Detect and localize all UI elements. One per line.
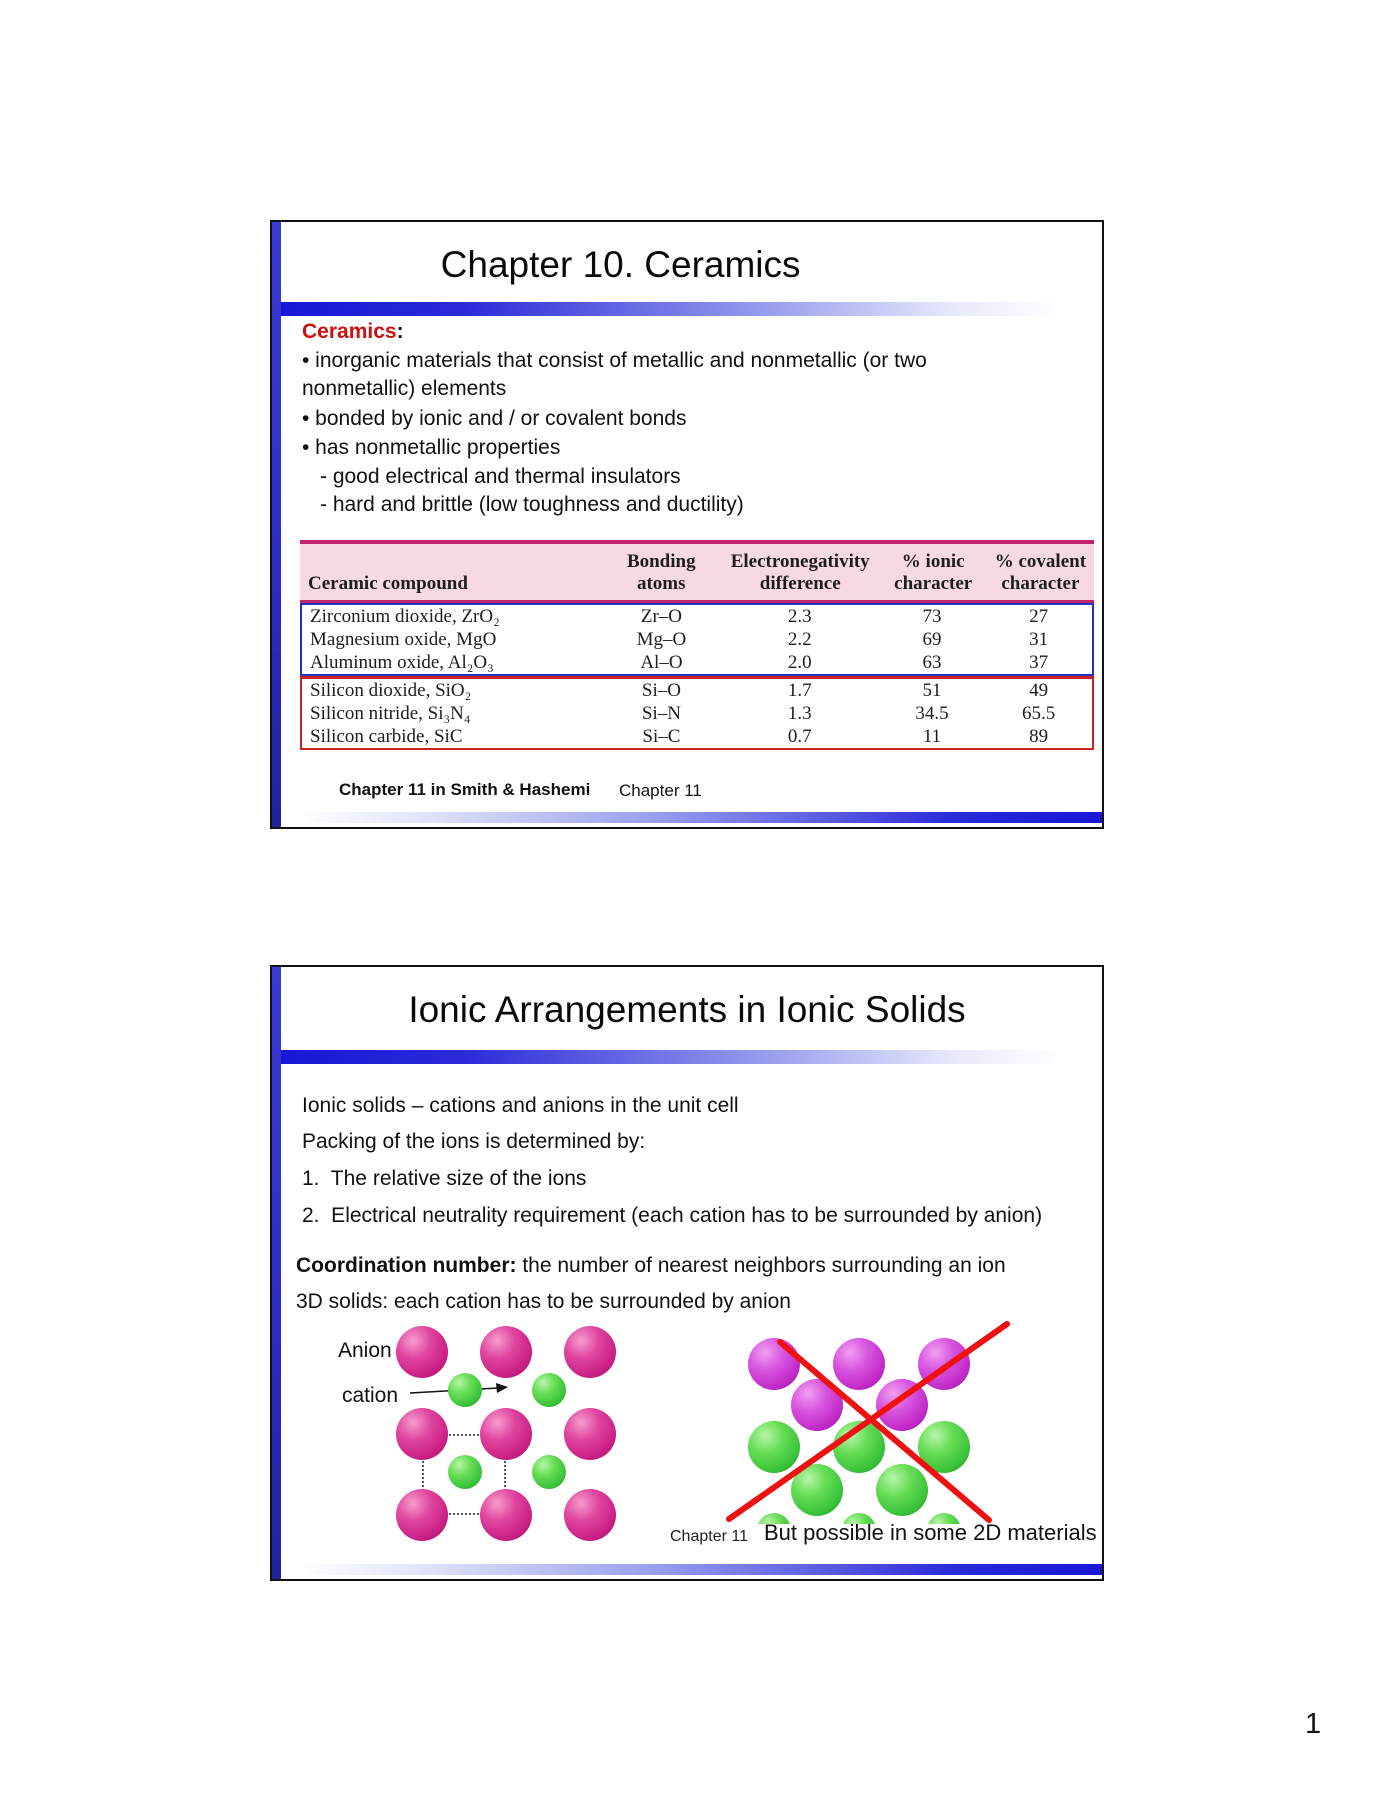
anion-sphere — [480, 1489, 532, 1541]
cell-compound: Silicon dioxide, SiO₂ — [310, 680, 472, 701]
cell-ionic: 34.5 — [915, 703, 949, 724]
sub-bullet-2: - hard and brittle (low toughness and ductility) — [320, 493, 744, 516]
col-header-bonding-atoms: Bonding atoms — [626, 551, 696, 594]
cell-atoms: Si–O — [641, 680, 681, 701]
cation-sphere — [448, 1373, 482, 1407]
cation-sphere — [532, 1373, 566, 1407]
anion-sphere — [480, 1408, 532, 1460]
list-item-1: 1. The relative size of the ions — [302, 1167, 587, 1190]
cell-en-diff: 2.2 — [787, 629, 812, 650]
table-row — [302, 628, 1092, 651]
col-header-ionic: % ionic character — [894, 551, 973, 594]
slide1-heading — [302, 318, 404, 346]
bullet-2: • bonded by ionic and / or covalent bonds — [302, 407, 687, 430]
line-3d-solids: 3D solids: each cation has to be surrounded by anion — [296, 1290, 791, 1313]
title-underline-bar — [281, 1050, 1102, 1064]
covalent-group-highlight-box — [300, 676, 1094, 750]
cation-label: cation — [342, 1384, 399, 1407]
table-row — [302, 605, 1092, 628]
cell-covalent: 89 — [1029, 726, 1049, 747]
anion-sphere — [564, 1408, 616, 1460]
cell-ionic: 69 — [922, 629, 942, 650]
cell-ionic: 11 — [922, 726, 942, 747]
cell-ionic: 73 — [922, 606, 942, 627]
cell-covalent: 37 — [1029, 652, 1049, 673]
footer-bar — [281, 1564, 1102, 1575]
cell-covalent: 65.5 — [1022, 703, 1056, 724]
cell-covalent: 27 — [1029, 606, 1049, 627]
slide1-title: Chapter 10. Ceramics — [440, 244, 801, 285]
reference-caption: Chapter 11 in Smith & Hashemi — [339, 780, 591, 799]
cell-atoms: Al–O — [640, 652, 683, 673]
cell-atoms: Si–C — [642, 726, 681, 747]
cell-compound: Magnesium oxide, MgO — [310, 629, 497, 650]
col-header-compound: Ceramic compound — [308, 573, 468, 594]
bullet-3: • has nonmetallic properties — [302, 436, 561, 459]
anion-label: Anion — [338, 1339, 392, 1362]
cell-atoms: Zr–O — [640, 606, 683, 627]
anion-sphere — [564, 1326, 616, 1378]
footer-bar — [281, 812, 1102, 823]
cell-compound: Silicon nitride, Si₃N₄ — [310, 703, 471, 724]
heading-colon: : — [396, 320, 404, 343]
ionic-group-highlight-box — [300, 603, 1094, 676]
cell-en-diff: 2.0 — [787, 652, 812, 673]
title-underline-bar — [281, 302, 1102, 316]
table-row — [302, 651, 1092, 674]
ceramic-compounds-table — [300, 540, 1094, 750]
slide-accent-stripe — [272, 967, 281, 1579]
coordination-number-term: Coordination number: — [296, 1254, 517, 1277]
slide2-title: Ionic Arrangements in Ionic Solids — [408, 989, 966, 1030]
anion-sphere — [480, 1326, 532, 1378]
table-row — [302, 725, 1092, 748]
cell-covalent: 31 — [1029, 629, 1049, 650]
bullet-1: • inorganic materials that consist of metallic and nonmetallic (or two nonmetallic) elements — [302, 349, 933, 400]
coordination-number-definition: the number of nearest neighbors surrounding an ion — [516, 1254, 1006, 1277]
possible-2d-note: But possible in some 2D materials — [764, 1520, 1097, 1545]
table-row — [302, 702, 1092, 725]
footer-chapter-label: Chapter 11 — [619, 781, 702, 800]
table-header-row — [300, 540, 1094, 603]
slide-1 — [270, 220, 1104, 829]
cell-compound: Zirconium dioxide, ZrO₂ — [310, 606, 500, 627]
anion-sphere — [396, 1489, 448, 1541]
cell-compound: Aluminum oxide, Al₂O₃ — [310, 652, 494, 673]
cell-en-diff: 0.7 — [787, 726, 812, 747]
cell-ionic: 51 — [922, 680, 942, 701]
cell-covalent: 49 — [1029, 680, 1049, 701]
sub-bullet-1: - good electrical and thermal insulators — [320, 465, 681, 488]
coordination-number-line — [296, 1252, 1006, 1280]
slide-2 — [270, 965, 1104, 1581]
col-header-electronegativity: Electronegativity difference — [730, 551, 870, 594]
anion-sphere — [396, 1326, 448, 1378]
cell-compound: Silicon carbide, SiC — [310, 726, 463, 747]
red-cross-icon — [702, 1297, 1022, 1537]
cell-en-diff: 2.3 — [787, 606, 812, 627]
anion-sphere — [564, 1489, 616, 1541]
cell-ionic: 63 — [922, 652, 942, 673]
line-packing: Packing of the ions is determined by: — [302, 1130, 646, 1153]
cell-atoms: Si–N — [641, 703, 681, 724]
line-ionic-solids: Ionic solids – cations and anions in the unit cell — [302, 1094, 739, 1117]
page-number: 1 — [1305, 1708, 1322, 1740]
anion-sphere — [396, 1408, 448, 1460]
footer-chapter-label: Chapter 11 — [670, 1528, 748, 1545]
list-item-2: 2. Electrical neutrality requirement (each cation has to be surrounded by anion) — [302, 1204, 1043, 1227]
slide-accent-stripe — [272, 222, 281, 827]
cell-en-diff: 1.7 — [787, 680, 812, 701]
cell-atoms: Mg–O — [636, 629, 687, 650]
cell-en-diff: 1.3 — [787, 703, 812, 724]
heading-text: Ceramics — [302, 320, 397, 343]
cation-sphere — [448, 1455, 482, 1489]
col-header-covalent: % covalent character — [994, 551, 1087, 594]
table-row — [302, 679, 1092, 702]
cation-sphere — [532, 1455, 566, 1489]
